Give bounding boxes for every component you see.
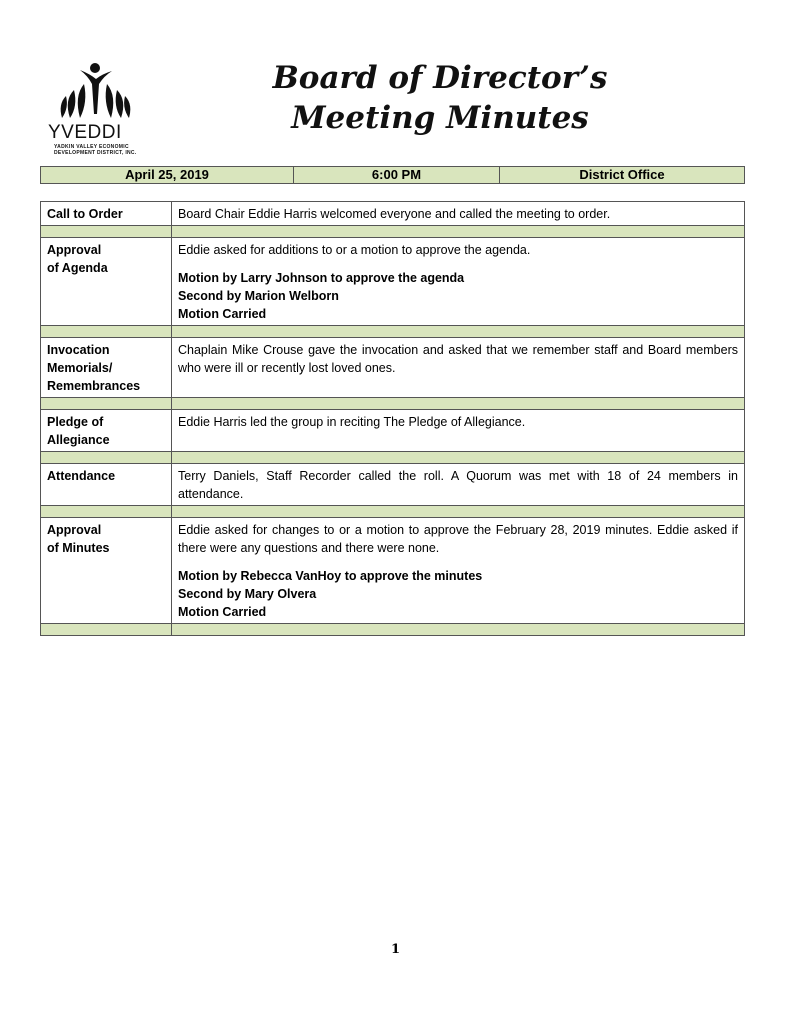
label-line: Approval [47,523,102,537]
spacer-row [41,452,745,464]
motion-text: Motion by Rebecca VanHoy to approve the minutes [178,569,483,583]
section-attendance [41,464,745,506]
page-title [230,58,650,138]
second-text: Second by Mary Olvera [178,587,317,601]
page-number: 1 [390,942,401,957]
label-line: Allegiance [47,433,110,447]
meeting-info-bar [40,166,745,184]
spacer-row [41,226,745,238]
section-text: Eddie asked for changes to or a motion to approve the February 28, 2019 minutes. Eddie asked if there were any questions and there were none. [178,523,738,555]
spacer-row [41,398,745,410]
section-text: Board Chair Eddie Harris welcomed everyone and called the meeting to order. [172,202,745,226]
section-text: Terry Daniels, Staff Recorder called the roll. A Quorum was met with 18 of 24 members in attendance. [172,464,745,506]
label-line: of Minutes [47,541,110,555]
logo-figure-icon [44,62,154,122]
logo-name: YVEDDI [48,122,122,143]
meeting-location: District Office [499,167,744,183]
label-line: Approval [47,243,102,257]
section-call-to-order [41,202,745,226]
section-label [41,338,172,398]
motion-text: Motion by Larry Johnson to approve the agenda [178,271,465,285]
section-text: Eddie asked for additions to or a motion to approve the agenda. [178,243,531,257]
section-approval-minutes [41,518,745,624]
section-label: Call to Order [41,202,172,226]
section-text: Eddie Harris led the group in reciting The Pledge of Allegiance. [172,410,745,452]
section-approval-agenda [41,238,745,326]
spacer-row [41,326,745,338]
section-label: Attendance [41,464,172,506]
meeting-time: 6:00 PM [293,167,499,183]
motion-result: Motion Carried [178,307,267,321]
yveddi-logo [44,62,154,162]
label-line: Pledge of [47,415,104,429]
spacer-row [41,624,745,636]
label-line: Memorials/ [47,361,113,375]
motion-result: Motion Carried [178,605,267,619]
title-line-1: Board of Director’s [272,60,608,96]
section-text: Chaplain Mike Crouse gave the invocation and asked that we remember staff and Board members who were ill or recently lost loved ones. [172,338,745,398]
title-line-2: Meeting Minutes [291,100,589,136]
section-label [41,518,172,624]
second-text: Second by Marion Welborn [178,289,339,303]
label-line: Remembrances [47,379,141,393]
section-label [41,238,172,326]
minutes-table [40,201,745,636]
section-body [172,238,745,326]
meeting-date: April 25, 2019 [125,167,209,182]
logo-subtitle: YADKIN VALLEY ECONOMIC DEVELOPMENT DISTRICT, INC. [54,144,137,156]
label-line: of Agenda [47,261,108,275]
section-pledge [41,410,745,452]
section-invocation [41,338,745,398]
label-line: Invocation [47,343,110,357]
spacer-row [41,506,745,518]
section-label [41,410,172,452]
section-body [172,518,745,624]
